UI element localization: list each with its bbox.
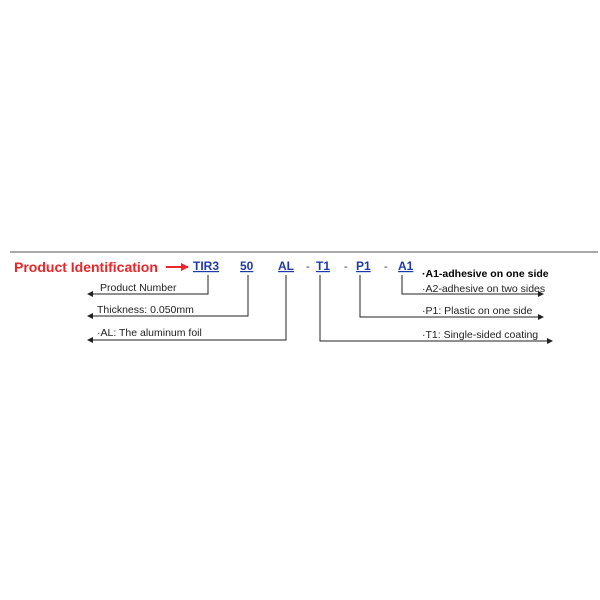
code-coating: T1 [316,259,331,273]
label-adhesive-one-side: ·A1-adhesive on one side [422,268,549,280]
code-separator: - [384,261,388,273]
code-separator: - [344,261,348,273]
label-single-sided-coating: ·T1: Single-sided coating [422,329,539,341]
label-product-number: Product Number [100,282,177,294]
label-adhesive-two-sides: ·A2-adhesive on two sides [422,283,546,295]
code-product: TIR3 [193,259,220,273]
label-plastic-one-side: ·P1: Plastic on one side [422,305,533,317]
code-separator: - [306,261,310,273]
code-plastic: P1 [356,259,371,273]
code-adhesive: A1 [398,259,414,273]
label-aluminum-foil: ·AL: The aluminum foil [97,327,202,339]
code-material: AL [278,259,294,273]
code-thickness: 50 [240,259,254,273]
label-thickness: Thickness: 0.050mm [97,304,194,316]
section-title: Product Identification [14,259,158,275]
